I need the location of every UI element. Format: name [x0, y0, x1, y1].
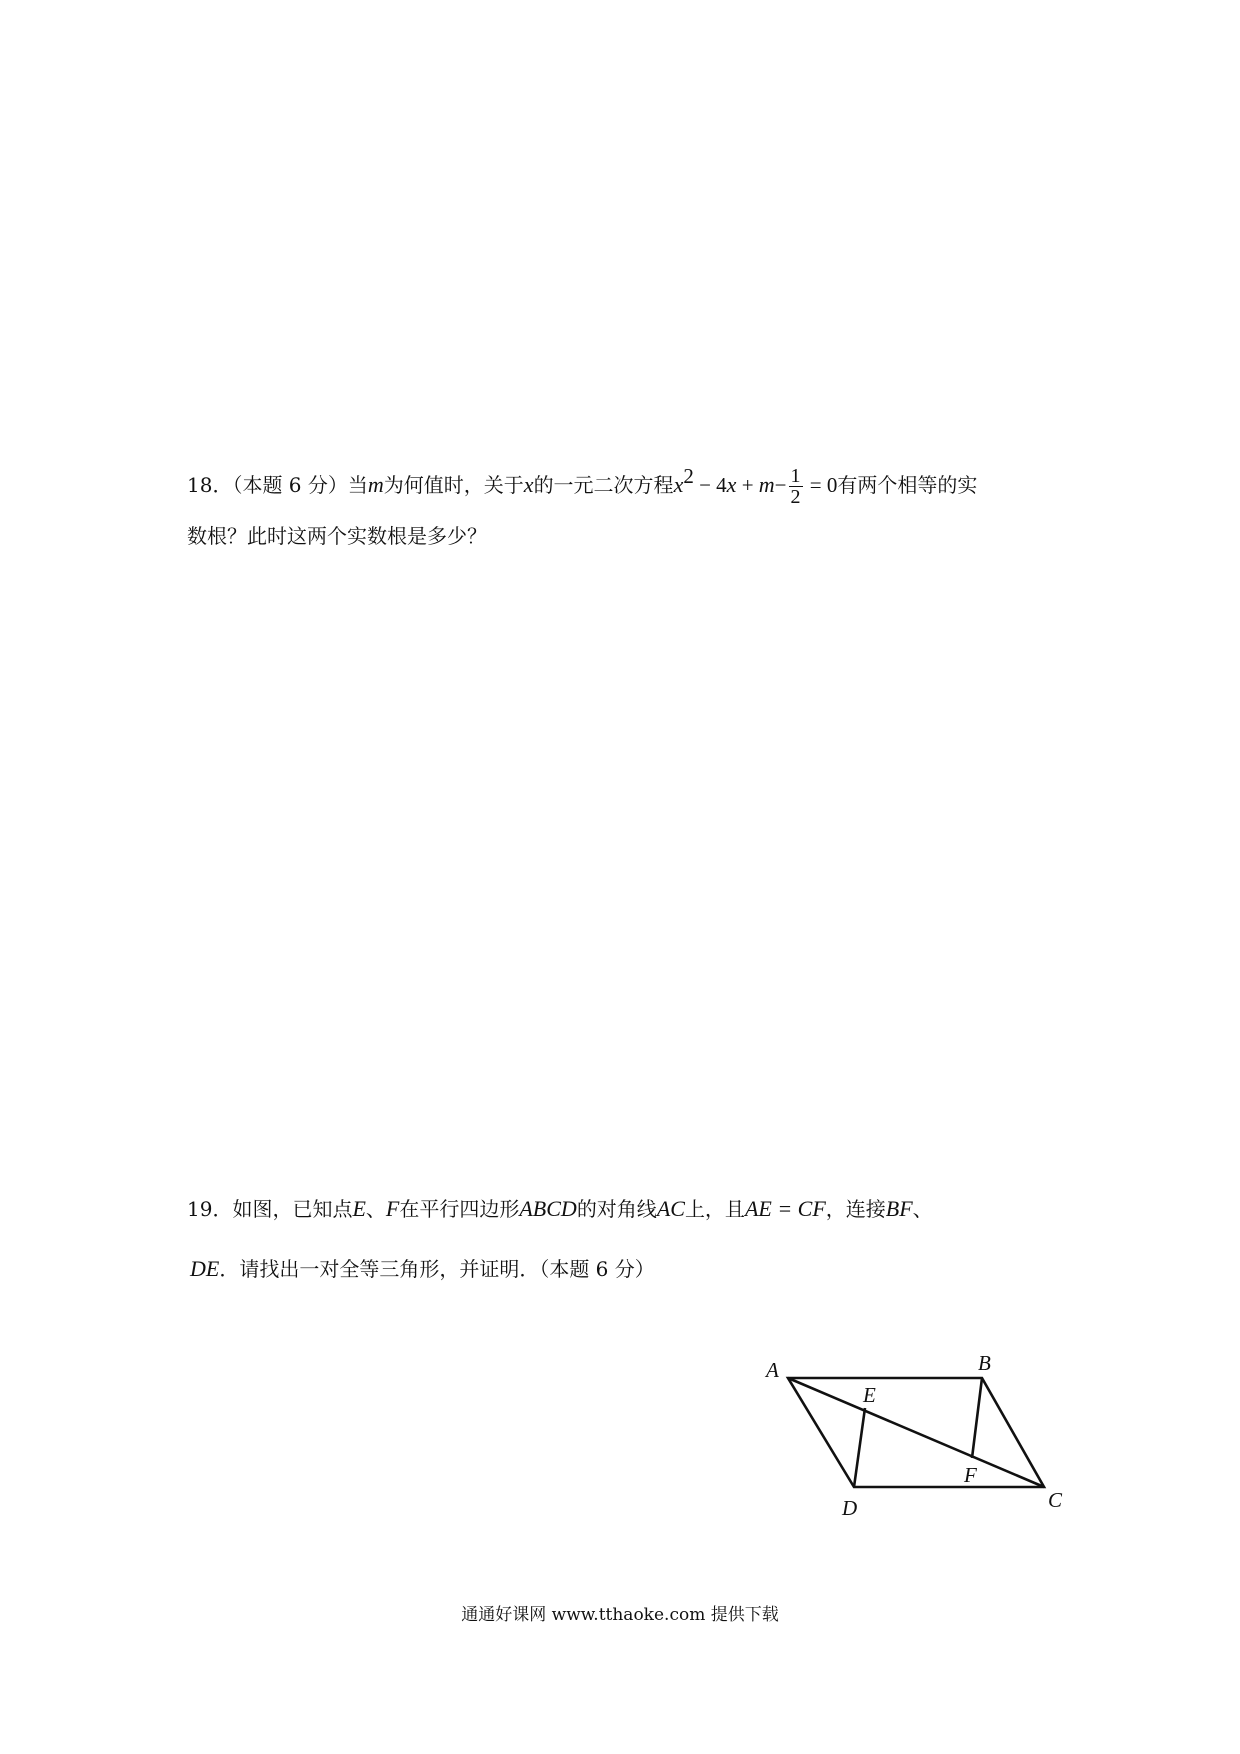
label-a: A	[766, 1358, 779, 1382]
question-text: 的对角线	[576, 1197, 657, 1221]
question-score: （本题 6 分）	[232, 473, 348, 497]
question-19-line-1	[187, 1193, 933, 1225]
label-b: B	[978, 1351, 991, 1375]
segment-de-line	[854, 1408, 865, 1487]
question-text: ．请找出一对全等三角形，并证明．（本题 6 分）	[219, 1257, 655, 1281]
eq-x: x	[673, 472, 684, 497]
fraction-numerator: 1	[790, 465, 801, 487]
eq-plus: +	[736, 473, 759, 497]
question-text: 在平行四边形	[399, 1197, 520, 1221]
fraction-one-half	[789, 466, 803, 507]
label-c: C	[1048, 1488, 1063, 1512]
parallelogram-name: ABCD	[519, 1196, 577, 1221]
label-e: E	[863, 1383, 876, 1407]
fraction-denominator: 2	[790, 486, 801, 508]
question-text: 上，且	[684, 1197, 745, 1221]
label-f: F	[964, 1463, 977, 1487]
separator: 、	[912, 1197, 933, 1221]
eq-x: x	[726, 472, 737, 497]
eq-minus: −	[774, 473, 787, 497]
question-number: 19．	[187, 1197, 233, 1221]
condition: AE = CF	[744, 1196, 826, 1221]
page-footer: 通通好课网 www.tthaoke.com 提供下载	[461, 1605, 779, 1625]
equation	[673, 464, 838, 508]
question-text: 的一元二次方程	[533, 473, 674, 497]
segment-de: DE	[190, 1256, 220, 1281]
question-18-line-2: 数根？此时这两个实数根是多少？	[187, 524, 487, 548]
label-d: D	[842, 1496, 858, 1520]
eq-exponent: 2	[683, 464, 694, 488]
question-number: 18．	[187, 473, 233, 497]
question-text: 为何值时，关于	[383, 473, 524, 497]
question-19-line-2	[190, 1253, 655, 1285]
point-f: F	[385, 1196, 400, 1221]
question-text: ，连接	[825, 1197, 886, 1221]
question-text: 如图，已知点	[232, 1197, 353, 1221]
eq-term: − 4	[693, 473, 727, 497]
eq-equals-zero: = 0	[804, 473, 838, 497]
point-e: E	[352, 1196, 366, 1221]
diagonal-name: AC	[656, 1196, 685, 1221]
question-18-line-1	[187, 460, 977, 507]
eq-m: m	[758, 472, 775, 497]
parallelogram-figure	[760, 1350, 1090, 1530]
variable-m: m	[367, 472, 384, 497]
segment-bf-line	[972, 1378, 982, 1458]
segment-bf: BF	[885, 1196, 913, 1221]
diagonal-ac	[788, 1378, 1044, 1487]
variable-x: x	[523, 472, 534, 497]
question-text: 有两个相等的实	[837, 473, 978, 497]
question-text: 当	[347, 473, 368, 497]
separator: 、	[365, 1197, 386, 1221]
